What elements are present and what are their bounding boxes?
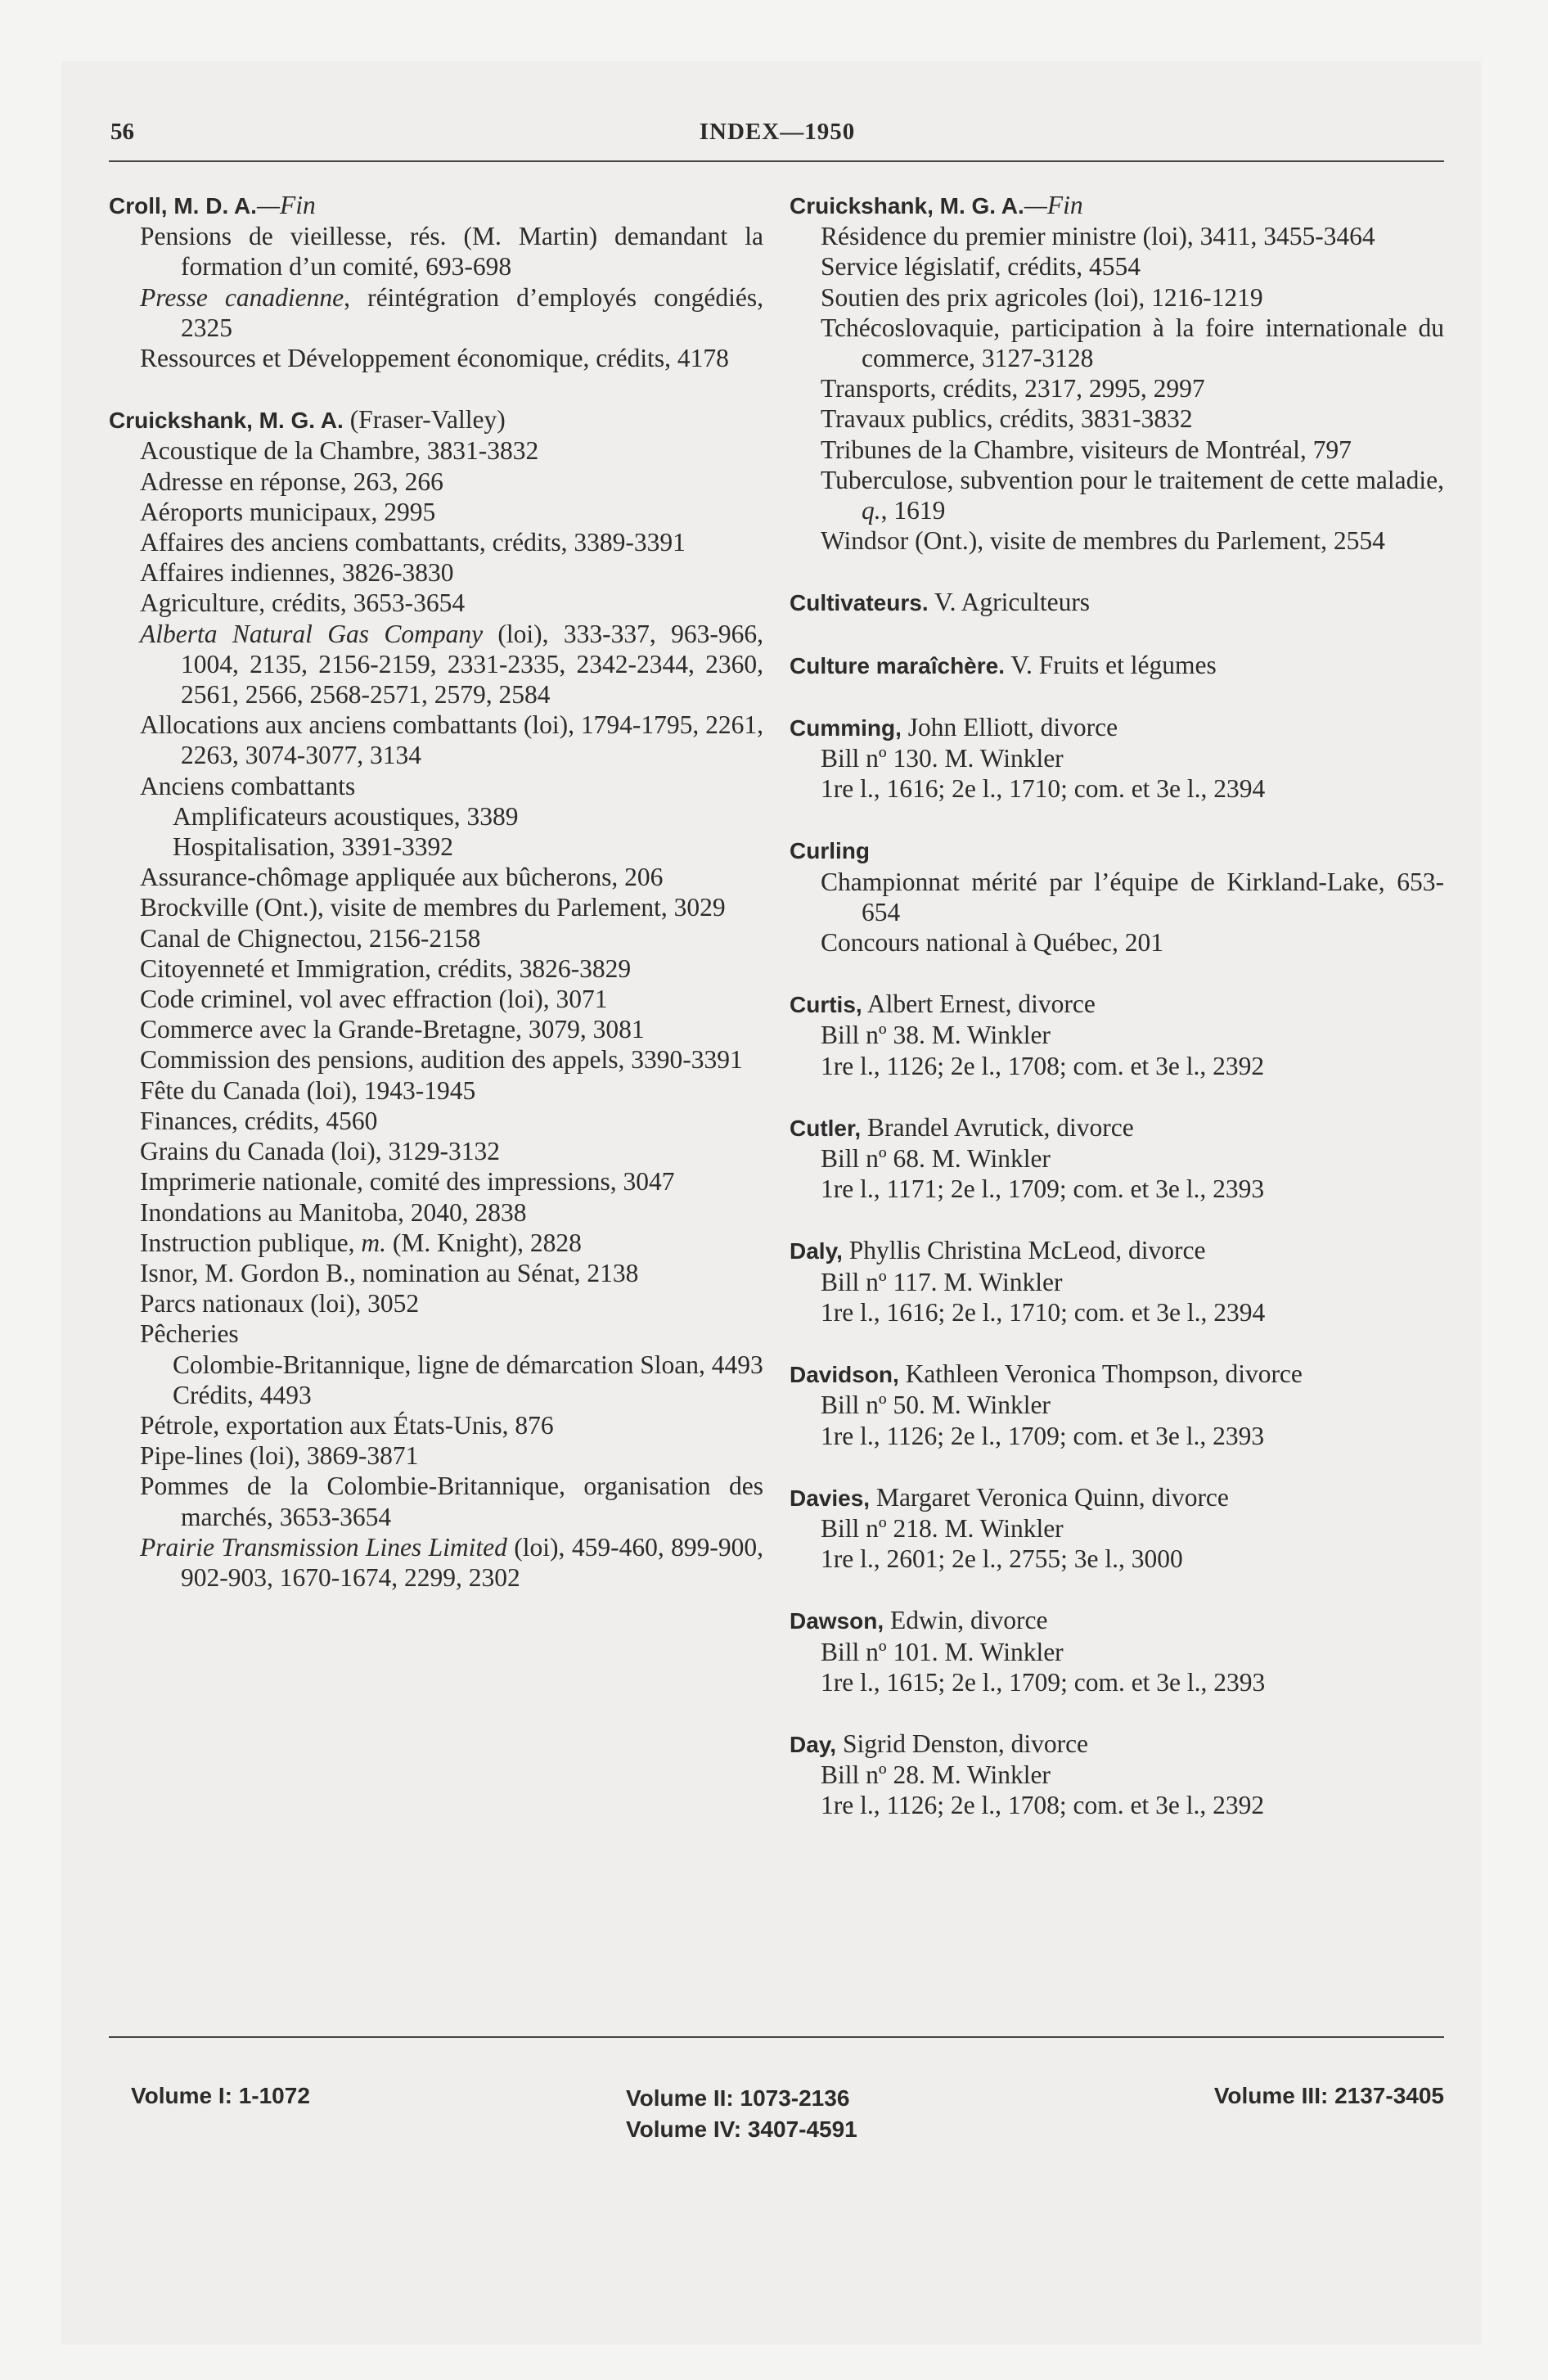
subentry <box>109 557 763 588</box>
sub-subentry <box>109 801 763 832</box>
subentry <box>790 1020 1444 1050</box>
subentry-text: Pipe-lines (loi), 3869-3871 <box>140 1441 419 1471</box>
subentry <box>790 1667 1444 1697</box>
subentry <box>790 1421 1444 1451</box>
subentry-text: Bill nº 101. M. Winkler <box>821 1637 1064 1666</box>
subentry-text: Code criminel, vol avec effraction (loi), 3071 <box>140 985 608 1014</box>
entry-heading <box>790 1359 1444 1390</box>
subentry-text: 1re l., 1126; 2e l., 1708; com. et 3e l., 2392 <box>821 1051 1265 1080</box>
entry-heading-name: Croll, M. D. A. <box>109 193 257 219</box>
entry-heading-suffix: Brandel Avrutick, divorce <box>861 1112 1134 1142</box>
subentry <box>790 1760 1444 1790</box>
subentry-text: Isnor, M. Gordon B., nomination au Sénat, 2138 <box>140 1258 639 1287</box>
subentry-text: 1re l., 1171; 2e l., 1709; com. et 3e l., 2393 <box>821 1174 1265 1204</box>
subentry <box>109 619 763 710</box>
subentry-text: Colombie-Britannique, ligne de démarcation Sloan, 4493 <box>173 1350 763 1379</box>
subentry-text: 1re l., 1126; 2e l., 1709; com. et 3e l., 2393 <box>821 1421 1265 1450</box>
index-entry <box>790 1482 1444 1575</box>
subentry-text: Bill nº 38. M. Winkler <box>821 1021 1051 1050</box>
entry-heading-suffix: Albert Ernest, divorce <box>862 989 1096 1019</box>
subentry <box>109 1228 763 1258</box>
entry-heading <box>790 1482 1444 1513</box>
entry-heading <box>790 1235 1444 1266</box>
subentry <box>109 588 763 618</box>
entry-heading-name: Culture maraîchère. <box>790 652 1005 678</box>
entry-heading-suffix: Edwin, divorce <box>884 1606 1048 1635</box>
index-entry <box>109 404 763 1593</box>
index-entry <box>790 1359 1444 1451</box>
subentry-text: Bill nº 50. M. Winkler <box>821 1391 1051 1420</box>
page-number: 56 <box>110 119 134 145</box>
italic-title: m. <box>361 1228 386 1257</box>
subentry-text: Bill nº 218. M. Winkler <box>821 1513 1064 1543</box>
entry-heading-suffix: Phyllis Christina McLeod, divorce <box>842 1236 1206 1265</box>
subentry-text: Pommes de la Colombie-Britannique, organisation des marchés, 3653-3654 <box>140 1472 763 1531</box>
italic-title: q. <box>862 496 881 525</box>
entry-heading-name: Curling <box>790 838 870 864</box>
subentry <box>109 282 763 343</box>
subentry <box>109 1166 763 1197</box>
subentry <box>790 1051 1444 1081</box>
subentry-text: Instruction publique, <box>140 1228 362 1257</box>
volume-2-range: Volume II: 1073-2136 <box>626 2085 850 2111</box>
subentry-text: Commission des pensions, audition des appels, 3390-3391 <box>140 1045 743 1075</box>
entry-heading-name: Day, <box>790 1731 837 1757</box>
entry-heading-suffix: —Fin <box>1024 191 1083 219</box>
subentry-text: Affaires des anciens combattants, crédits, 3389-3391 <box>140 528 686 557</box>
left-column <box>109 190 763 1624</box>
subentry-text: , 1619 <box>880 496 946 525</box>
subentry <box>790 251 1444 282</box>
entry-heading <box>790 989 1444 1020</box>
entry-heading-suffix: Margaret Veronica Quinn, divorce <box>870 1482 1229 1512</box>
subentry <box>109 1318 763 1349</box>
index-entry <box>790 1605 1444 1697</box>
subentry <box>109 435 763 466</box>
subentry-text: Affaires indiennes, 3826-3830 <box>140 558 454 588</box>
subentry <box>109 343 763 373</box>
subentry-text: Service législatif, crédits, 4554 <box>821 252 1141 282</box>
volume-4-range: Volume IV: 3407-4591 <box>626 2116 857 2142</box>
subentry-text: (loi), 459-460, 899-900, 902-903, 1670-1674, 2299, 2302 <box>181 1532 764 1592</box>
subentry <box>109 771 763 801</box>
subentry <box>109 1044 763 1075</box>
subentry-text: Parcs nationaux (loi), 3052 <box>140 1289 420 1318</box>
subentry-text: Windsor (Ont.), visite de membres du Parlement, 2554 <box>821 526 1385 556</box>
entry-heading-suffix: Sigrid Denston, divorce <box>836 1729 1089 1758</box>
entry-heading <box>790 190 1444 221</box>
entry-heading-name: Curtis, <box>790 992 862 1018</box>
subentry-text: Résidence du premier ministre (loi), 3411, 3455-3464 <box>821 222 1375 251</box>
entry-heading-name: Davies, <box>790 1485 871 1511</box>
subentry <box>109 1532 763 1593</box>
subentry <box>790 403 1444 434</box>
entry-heading-name: Dawson, <box>790 1608 884 1634</box>
index-entry <box>790 1235 1444 1327</box>
subentry <box>109 1106 763 1136</box>
entry-heading-suffix: V. Agriculteurs <box>928 588 1091 617</box>
subentry <box>790 1513 1444 1544</box>
subentry-text: 1re l., 2601; 2e l., 2755; 3e l., 3000 <box>821 1544 1183 1574</box>
entry-heading-suffix: John Elliott, divorce <box>901 712 1118 741</box>
index-entry <box>790 650 1444 681</box>
subentry-text: Ressources et Développement économique, crédits, 4178 <box>140 344 729 373</box>
subentry-text: Tuberculose, subvention pour le traitement de cette maladie, <box>821 465 1444 494</box>
subentry <box>790 1637 1444 1667</box>
subentry <box>790 1790 1444 1820</box>
right-column <box>790 190 1444 1852</box>
subentry <box>790 927 1444 958</box>
subentry-text: Allocations aux anciens combattants (loi), 1794-1795, 2261, 2263, 3074-3077, 3134 <box>140 710 763 770</box>
subentry <box>790 465 1444 525</box>
subentry-text: Canal de Chignectou, 2156-2158 <box>140 923 481 953</box>
subentry <box>109 923 763 953</box>
subentry <box>109 862 763 892</box>
subentry-text: Adresse en réponse, 263, 266 <box>140 467 443 496</box>
subentry <box>109 221 763 282</box>
subentry <box>109 1136 763 1166</box>
subentry <box>109 953 763 984</box>
subentry-text: Transports, crédits, 2317, 2995, 2997 <box>821 374 1205 403</box>
subentry <box>790 773 1444 804</box>
entry-heading-name: Cruickshank, M. G. A. <box>790 193 1024 219</box>
entry-heading-name: Daly, <box>790 1238 843 1264</box>
subentry-text: Inondations au Manitoba, 2040, 2838 <box>140 1197 527 1227</box>
subentry <box>790 1267 1444 1297</box>
subentry-text: Tribunes de la Chambre, visiteurs de Montréal, 797 <box>821 435 1352 464</box>
subentry-text: 1re l., 1126; 2e l., 1708; com. et 3e l., 2392 <box>821 1791 1265 1820</box>
subentry <box>790 1390 1444 1420</box>
subentry <box>790 1544 1444 1574</box>
subentry <box>790 743 1444 773</box>
subentry-text: Anciens combattants <box>140 771 356 800</box>
italic-title: Alberta Natural Gas Company <box>140 619 484 648</box>
subentry-text: Bill nº 130. M. Winkler <box>821 744 1064 773</box>
index-entry <box>790 587 1444 618</box>
subentry <box>790 282 1444 313</box>
sub-subentry <box>109 832 763 862</box>
index-entry <box>790 989 1444 1081</box>
page-header <box>110 119 1444 156</box>
subentry-text: Aéroports municipaux, 2995 <box>140 497 436 526</box>
subentry-text: Finances, crédits, 4560 <box>140 1106 378 1135</box>
italic-title: Presse canadienne <box>140 282 344 312</box>
subentry-text: Fête du Canada (loi), 1943-1945 <box>140 1075 476 1105</box>
subentry-text: 1re l., 1616; 2e l., 1710; com. et 3e l., 2394 <box>821 774 1266 804</box>
subentry-text: Crédits, 4493 <box>173 1380 312 1409</box>
subentry-text: Assurance-chômage appliquée aux bûcherons, 206 <box>140 863 664 892</box>
subentry <box>790 313 1444 373</box>
index-entry <box>790 190 1444 556</box>
entry-heading-name: Cruickshank, M. G. A. <box>109 408 344 434</box>
entry-heading-name: Davidson, <box>790 1362 899 1388</box>
volume-2-4-ranges <box>626 2083 970 2145</box>
subentry <box>109 1440 763 1471</box>
entry-heading <box>790 712 1444 743</box>
subentry-text: Travaux publics, crédits, 3831-3832 <box>821 404 1193 434</box>
volume-1-range: Volume I: 1-1072 <box>131 2083 310 2108</box>
subentry <box>790 1297 1444 1327</box>
subentry-text: Pétrole, exportation aux États-Unis, 876 <box>140 1410 554 1440</box>
subentry-text: Agriculture, crédits, 3653-3654 <box>140 588 466 618</box>
header-rule <box>109 160 1444 162</box>
footer-rule <box>109 2036 1444 2038</box>
subentry <box>109 892 763 922</box>
subentry-text: , réintégration d’employés congédiés, 2325 <box>181 282 763 342</box>
subentry-text: Acoustique de la Chambre, 3831-3832 <box>140 436 539 466</box>
subentry <box>790 435 1444 465</box>
index-entry <box>790 712 1444 805</box>
index-entry <box>790 1729 1444 1821</box>
subentry <box>790 525 1444 556</box>
subentry <box>790 1174 1444 1204</box>
subentry <box>109 984 763 1014</box>
subentry-text: (M. Knight), 2828 <box>385 1228 582 1257</box>
entry-heading-suffix: V. Fruits et légumes <box>1005 650 1217 679</box>
subentry <box>109 1258 763 1288</box>
index-entry <box>109 190 763 373</box>
entry-heading <box>109 404 763 435</box>
subentry <box>790 867 1444 927</box>
subentry-text: 1re l., 1615; 2e l., 1709; com. et 3e l., 2393 <box>821 1667 1266 1697</box>
entry-heading <box>109 190 763 221</box>
subentry <box>790 373 1444 403</box>
subentry-text: Citoyenneté et Immigration, crédits, 3826-3829 <box>140 953 632 983</box>
subentry <box>109 527 763 557</box>
subentry-text: 1re l., 1616; 2e l., 1710; com. et 3e l., 2394 <box>821 1297 1266 1327</box>
subentry <box>109 1014 763 1044</box>
subentry-text: Brockville (Ont.), visite de membres du Parlement, 3029 <box>140 893 726 922</box>
subentry <box>109 1075 763 1106</box>
subentry <box>109 1197 763 1228</box>
subentry-text: Bill nº 117. M. Winkler <box>821 1267 1063 1296</box>
subentry-text: Grains du Canada (loi), 3129-3132 <box>140 1137 501 1166</box>
entry-heading <box>790 650 1444 681</box>
subentry-text: Bill nº 68. M. Winkler <box>821 1144 1051 1174</box>
index-entry <box>790 1112 1444 1205</box>
entry-heading-suffix: Kathleen Veronica Thompson, divorce <box>898 1359 1303 1389</box>
subentry-text: Hospitalisation, 3391-3392 <box>173 832 453 862</box>
entry-heading <box>790 1605 1444 1636</box>
entry-heading-suffix: (Fraser-Valley) <box>343 405 506 435</box>
subentry-text: (loi), 333-337, 963-966, 1004, 2135, 2156-2159, 2331-2335, 2342-2344, 2360, 2561, 2566, 2568-2571, 2579, 2584 <box>181 619 763 710</box>
subentry <box>790 1143 1444 1174</box>
subentry-text: Bill nº 28. M. Winkler <box>821 1760 1051 1790</box>
entry-heading <box>790 587 1444 618</box>
sub-subentry <box>109 1380 763 1410</box>
subentry-text: Pêcheries <box>140 1319 239 1349</box>
subentry-text: Commerce avec la Grande-Bretagne, 3079, 3081 <box>140 1015 645 1044</box>
subentry-text: Soutien des prix agricoles (loi), 1216-1219 <box>821 282 1263 312</box>
entry-heading-suffix: —Fin <box>256 191 316 219</box>
entry-heading-name: Cutler, <box>790 1115 862 1141</box>
subentry-text: Tchécoslovaquie, participation à la foire internationale du commerce, 3127-3128 <box>821 313 1444 373</box>
subentry <box>109 1410 763 1440</box>
subentry-text: Imprimerie nationale, comité des impressions, 3047 <box>140 1167 675 1197</box>
subentry-text: Amplificateurs acoustiques, 3389 <box>173 801 519 831</box>
subentry <box>109 497 763 527</box>
subentry <box>109 467 763 497</box>
entry-heading <box>790 1729 1444 1760</box>
sub-subentry <box>109 1350 763 1380</box>
subentry-text: Championnat mérité par l’équipe de Kirkland-Lake, 653-654 <box>821 867 1444 926</box>
subentry <box>790 221 1444 251</box>
index-entry <box>790 835 1444 958</box>
running-title: INDEX—1950 <box>699 119 856 145</box>
italic-title: Prairie Transmission Lines Limited <box>140 1532 507 1562</box>
subentry-text: Pensions de vieillesse, rés. (M. Martin) demandant la formation d’un comité, 693-698 <box>140 222 763 282</box>
entry-heading <box>790 835 1444 866</box>
subentry-text: Concours national à Québec, 201 <box>821 928 1164 958</box>
subentry <box>109 710 763 770</box>
entry-heading-name: Cultivateurs. <box>790 590 929 616</box>
entry-heading-name: Cumming, <box>790 714 902 741</box>
entry-heading <box>790 1112 1444 1143</box>
subentry <box>109 1471 763 1531</box>
volume-3-range: Volume III: 2137-3405 <box>1213 2083 1444 2108</box>
subentry <box>109 1288 763 1318</box>
